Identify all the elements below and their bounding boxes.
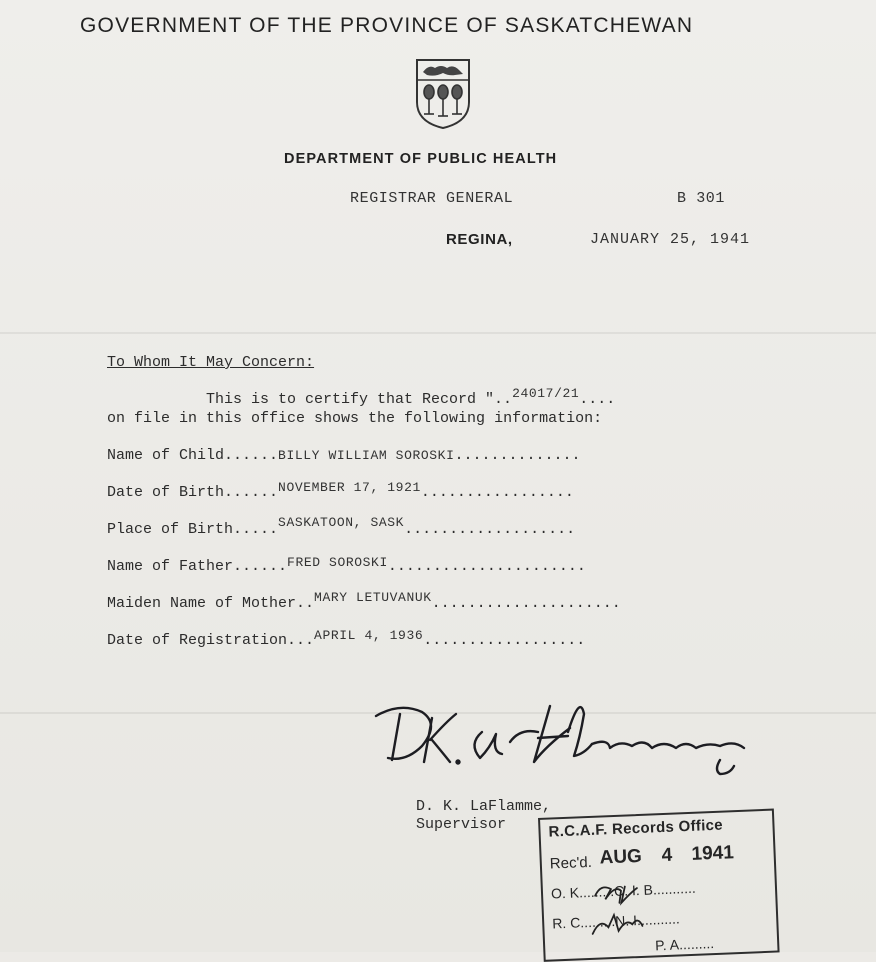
stamp-pa-line: P. A.........	[654, 935, 715, 954]
stamp-month: AUG	[599, 845, 643, 869]
stamp-ni-label: N. I.	[614, 911, 642, 929]
stamp-year: 1941	[691, 842, 735, 865]
field-label: Name of Father	[107, 558, 234, 575]
coat-of-arms-icon	[415, 58, 471, 130]
field-value: BILLY WILLIAM SOROSKI	[278, 448, 455, 463]
signatory-name: D. K. LaFlamme,	[416, 798, 552, 815]
certify-prefix: This is to certify that Record	[206, 391, 486, 408]
department-heading: DEPARTMENT OF PUBLIC HEALTH	[284, 151, 558, 167]
city-label: REGINA,	[446, 231, 513, 248]
fold-line	[0, 332, 876, 334]
field-label: Date of Registration	[107, 632, 288, 649]
field-value: APRIL 4, 1936	[314, 628, 424, 643]
record-number: 24017/21	[512, 386, 580, 401]
certify-line-1: This is to certify that Record "..24017/21....	[206, 386, 616, 408]
field-row-birth-place: Place of Birth.....SASKATOON, SASK...................	[107, 515, 576, 538]
stamp-initials	[580, 865, 673, 949]
field-label: Place of Birth	[107, 521, 234, 538]
signatory-title: Supervisor	[416, 816, 507, 833]
field-value: FRED SOROSKI	[287, 555, 388, 570]
stamp-day: 4	[661, 844, 673, 867]
stamp-ok-label: O. K.	[550, 884, 584, 902]
field-value: NOVEMBER 17, 1921	[278, 480, 421, 495]
stamp-pa-label: P. A.	[654, 936, 684, 954]
field-value: MARY LETUVANUK	[314, 590, 432, 605]
government-heading: GOVERNMENT OF THE PROVINCE OF SASKATCHEWAN	[80, 14, 694, 37]
field-value: SASKATOON, SASK	[278, 515, 405, 530]
letter-date: JANUARY 25, 1941	[590, 231, 751, 248]
form-number: B 301	[677, 190, 726, 207]
salutation: To Whom It May Concern:	[107, 354, 315, 371]
field-row-father: Name of Father......FRED SOROSKI......................	[107, 555, 586, 575]
field-row-child: Name of Child......BILLY WILLIAM SOROSKI..............	[107, 447, 581, 464]
stamp-title: R.C.A.F. Records Office	[548, 816, 724, 841]
registrar-label: REGISTRAR GENERAL	[350, 190, 514, 207]
field-row-birth-date: Date of Birth......NOVEMBER 17, 1921.................	[107, 480, 574, 501]
field-row-registration: Date of Registration...APRIL 4, 1936..................	[107, 628, 586, 649]
stamp-rc-line: R. C.........N. I...........	[551, 910, 681, 932]
field-row-mother: Maiden Name of Mother..MARY LETUVANUK.....................	[107, 590, 621, 612]
field-label: Maiden Name of Mother	[107, 595, 297, 612]
certify-line-2: on file in this office shows the following information:	[107, 410, 603, 427]
field-label: Date of Birth	[107, 484, 225, 501]
handwritten-signature	[370, 688, 760, 788]
rcaf-received-stamp	[538, 809, 780, 962]
field-label: Name of Child	[107, 447, 225, 464]
stamp-ok-line: O. K.........C. I. B...........	[550, 879, 696, 902]
stamp-received-label: Rec'd.	[549, 853, 593, 873]
stamp-cib-label: C. I. B.	[613, 881, 658, 900]
stamp-rc-label: R. C.	[551, 914, 585, 932]
